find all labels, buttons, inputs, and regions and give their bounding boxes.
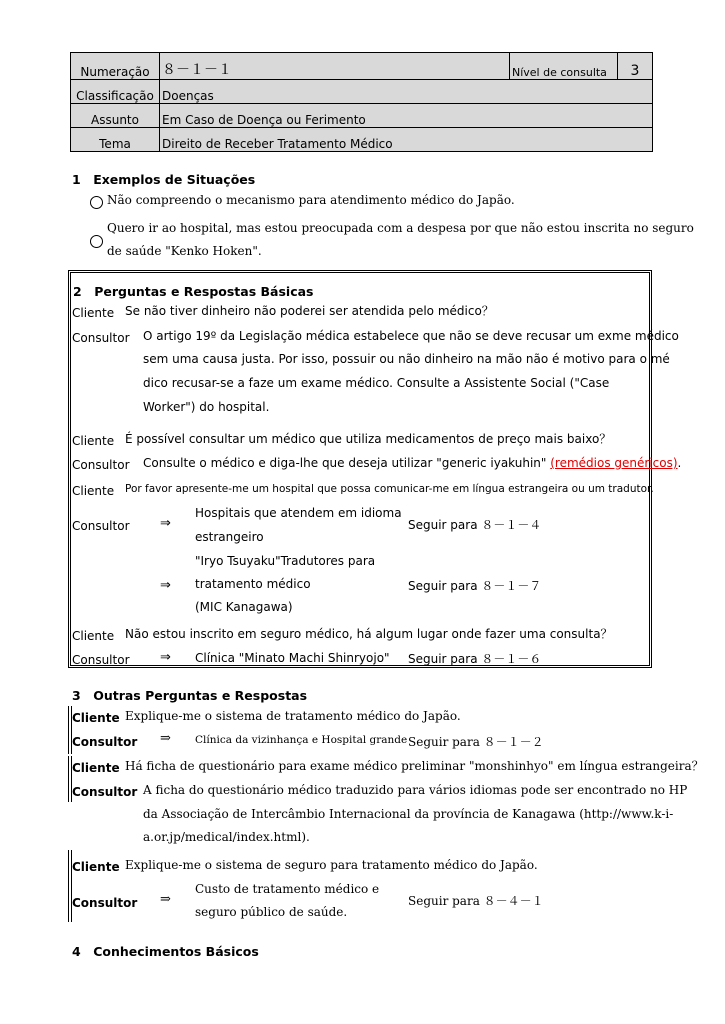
basic-question-1: Se não tiver dinheiro não poderei ser atendida pelo médico？ <box>125 304 494 318</box>
ref-insurance-line1: Custo de tratamento médico e <box>195 882 380 896</box>
other-answer-2-line3: a.or.jp/medical/index.html). <box>143 830 310 844</box>
circle-bullet-2 <box>90 235 103 248</box>
ref-insurance-line2: seguro público de saúde. <box>195 905 348 919</box>
cliente-label: Cliente <box>72 860 120 874</box>
consultor-label: Consultor <box>72 785 138 799</box>
header-table <box>70 52 653 152</box>
cliente-label: Cliente <box>72 629 115 643</box>
classificacao-label: Classificação <box>71 80 160 104</box>
basic-question-3: Por favor apresente-me um hospital que possa comunicar-me em língua estrangeira ou um tradutor. <box>125 483 654 495</box>
arrow-icon: ⇒ <box>160 731 171 746</box>
other-question-2: Há ficha de questionário para exame médico preliminar "monshinhyo" em língua estrangeira？ <box>125 759 704 773</box>
consultor-label: Consultor <box>72 331 130 345</box>
nivel-value: 3 <box>618 53 653 80</box>
other-answer-2-line2: da Associação de Intercâmbio Internacional da província de Kanagawa (http://www.k-i- <box>143 807 674 821</box>
numeracao-value: ８－１－１ <box>160 53 510 80</box>
other-answer-2-line1: A ficha do questionário médico traduzido para vários idiomas pode ser encontrado no HP <box>143 783 688 797</box>
cliente-label: Cliente <box>72 761 120 775</box>
assunto-label: Assunto <box>71 104 160 128</box>
situation-2-line1: Quero ir ao hospital, mas estou preocupada com a despesa por que não estou inscrita no seguro <box>107 221 694 235</box>
situation-2-line2: de saúde "Kenko Hoken". <box>107 244 262 258</box>
ref-foreign-hospitals-line1: Hospitais que atendem em idioma <box>195 506 402 520</box>
basic-answer-1-line2: sem uma causa justa. Por isso, possuir ou não dinheiro na mão não é motivo para o mé <box>143 352 670 366</box>
situation-1: Não compreendo o mecanismo para atendimento médico do Japão. <box>107 193 515 207</box>
basic-answer-1-line4: Worker") do hospital. <box>143 400 270 414</box>
ref-minato-clinic: Clínica "Minato Machi Shinryojo" <box>195 651 390 665</box>
cliente-label: Cliente <box>72 484 115 498</box>
other-question-3: Explique-me o sistema de seguro para tratamento médico do Japão. <box>125 858 538 872</box>
cliente-label: Cliente <box>72 434 115 448</box>
ref-8-1-2[interactable]: Seguir para ８－１－２ <box>408 735 544 749</box>
tema-value: Direito de Receber Tratamento Médico <box>160 128 653 152</box>
section4-title: 4 Conhecimentos Básicos <box>72 944 259 959</box>
ref-8-1-7[interactable]: Seguir para ８－１－７ <box>408 579 542 593</box>
consultor-label: Consultor <box>72 458 130 472</box>
arrow-icon: ⇒ <box>160 892 171 907</box>
classificacao-value: Doenças <box>160 80 653 104</box>
arrow-icon: ⇒ <box>160 516 171 531</box>
nivel-label: Nível de consulta <box>510 53 618 80</box>
ref-iryo-tsuyaku-line3: (MIC Kanagawa) <box>195 600 293 614</box>
other-question-1: Explique-me o sistema de tratamento médico do Japão. <box>125 709 461 723</box>
circle-bullet-1 <box>90 196 103 209</box>
ref-iryo-tsuyaku-line1: "Iryo Tsuyaku"Tradutores para <box>195 554 376 568</box>
basic-question-2: É possível consultar um médico que utiliza medicamentos de preço mais baixo？ <box>125 432 612 446</box>
cliente-label: Cliente <box>72 306 115 320</box>
arrow-icon: ⇒ <box>160 578 171 593</box>
basic-question-4: Não estou inscrito em seguro médico, há algum lugar onde fazer uma consulta？ <box>125 627 613 641</box>
section1-title: 1 Exemplos de Situações <box>72 172 256 187</box>
ref-foreign-hospitals-line2: estrangeiro <box>195 530 264 544</box>
basic-answer-1-line3: dico recusar-se a faze um exame médico. Consulte a Assistente Social ("Case <box>143 376 610 390</box>
ref-8-1-6[interactable]: Seguir para ８－１－６ <box>408 652 542 666</box>
consultor-label: Consultor <box>72 735 138 749</box>
ref-iryo-tsuyaku-line2: tratamento médico <box>195 577 311 591</box>
arrow-icon: ⇒ <box>160 650 171 665</box>
basic-answer-1-line1: O artigo 19º da Legislação médica estabelece que não se deve recusar um exme médico <box>143 329 679 343</box>
consultor-label: Consultor <box>72 896 138 910</box>
assunto-value: Em Caso de Doença ou Ferimento <box>160 104 653 128</box>
consultor-label: Consultor <box>72 519 130 533</box>
basic-answer-2-end: . <box>677 456 682 470</box>
section2-title: 2 Perguntas e Respostas Básicas <box>73 284 314 299</box>
basic-answer-2-text: Consulte o médico e diga-lhe que deseja utilizar "generic iyakuhin" <box>143 456 551 470</box>
tema-label: Tema <box>71 128 160 152</box>
ref-clinic-hospital: Clínica da vizinhança e Hospital grande <box>195 734 408 746</box>
cliente-label: Cliente <box>72 711 120 725</box>
generic-drugs-link[interactable]: (remédios genéricos) <box>550 456 678 470</box>
numeracao-label: Numeração <box>71 53 160 80</box>
ref-8-1-4[interactable]: Seguir para ８－１－４ <box>408 518 542 532</box>
section3-title: 3 Outras Perguntas e Respostas <box>72 688 308 703</box>
basic-answer-2 <box>143 452 681 475</box>
ref-8-4-1[interactable]: Seguir para ８－４－１ <box>408 894 544 908</box>
consultor-label: Consultor <box>72 653 130 667</box>
